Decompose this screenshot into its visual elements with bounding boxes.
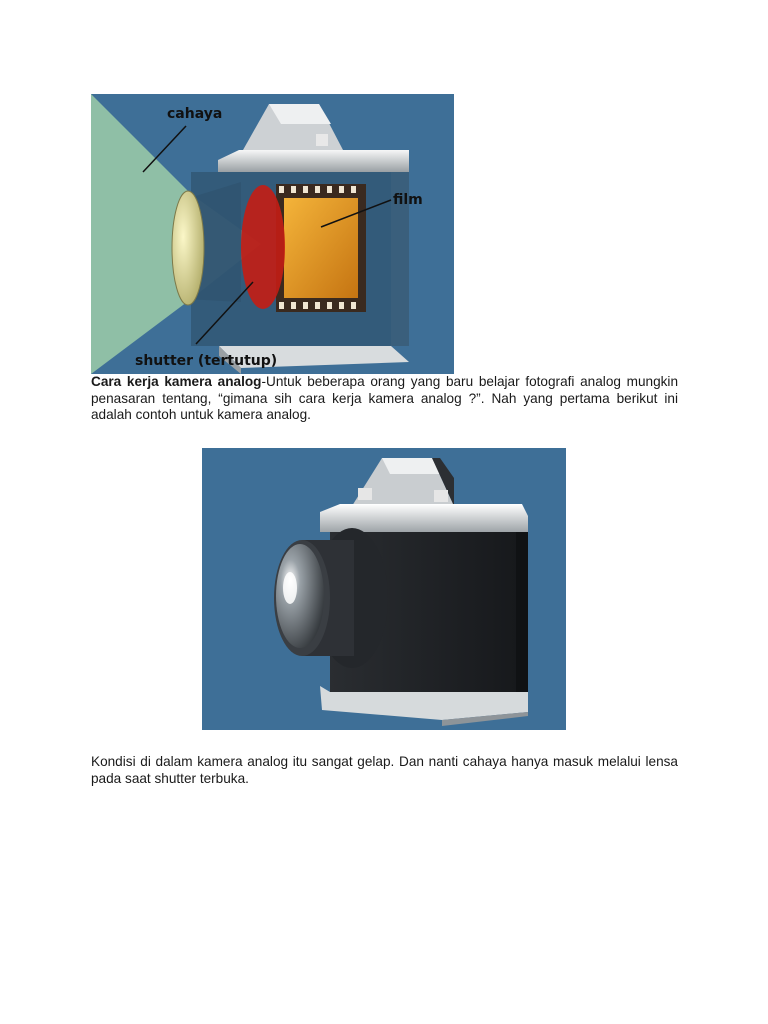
camera-top-bar — [218, 150, 409, 172]
lens — [172, 191, 204, 305]
paragraph-darkness: Kondisi di dalam kamera analog itu sangat gelap. Dan nanti cahaya hanya masuk melalui lensa pada saat shutter terbuka. — [91, 754, 678, 786]
film-frame — [284, 198, 358, 298]
lens-glass — [276, 544, 324, 648]
camera-top-bar — [320, 504, 528, 532]
label-cahaya: cahaya — [167, 106, 223, 122]
paragraph-intro-heading: Cara kerja kamera analog — [91, 374, 262, 389]
analog-camera-photo — [202, 448, 566, 730]
paragraph-intro-text: -Untuk beberapa orang yang baru belajar fotografi analog mungkin penasaran tentang, “gimana sih cara kerja kamera analog ?”. Nah yang pertama berikut ini adalah contoh untuk kamera analog. — [91, 374, 679, 422]
paragraph-intro — [91, 374, 678, 424]
label-film: film — [393, 192, 423, 208]
label-shutter: shutter (tertutup) — [135, 353, 278, 369]
camera-cutaway-diagram — [91, 94, 454, 374]
shutter — [241, 185, 285, 309]
